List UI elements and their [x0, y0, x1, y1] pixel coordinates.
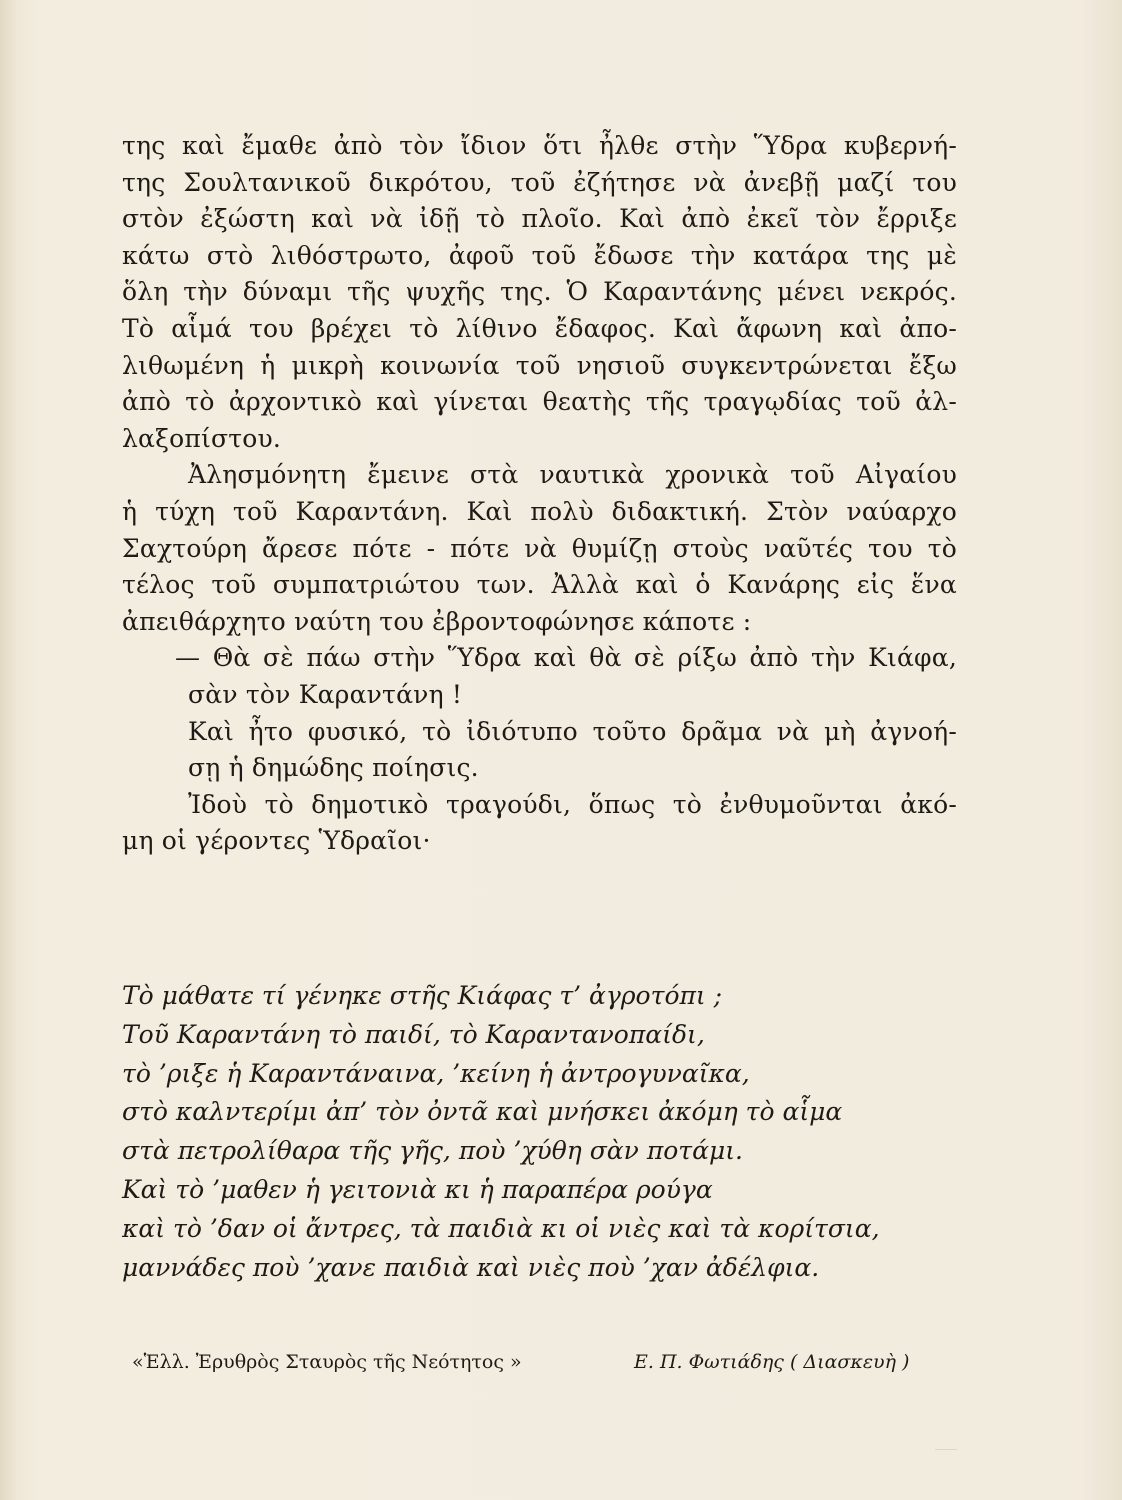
poem-line: στὸ καλντερίμι ἀπ’ τὸν ὀντᾶ καὶ μνήσκει ἀκόμη τὸ αἷμα — [122, 1097, 843, 1127]
dialogue-line: — Θὰ σὲ πάω στὴν Ὕδρα καὶ θὰ σὲ ρίξω ἀπὸ τὴν Κιάφα, — [175, 643, 957, 673]
text-line: ἀπειθάρχητο ναύτη του ἐβροντοφώνησε κάποτε : — [122, 606, 752, 636]
text-line: Τὸ αἷμά του βρέχει τὸ λίθινο ἔδαφος. Καὶ ἄφωνη καὶ ἀπο- — [122, 313, 957, 343]
poem-line: καὶ τὸ ’δαν οἱ ἄντρες, τὰ παιδιὰ κι οἱ νιὲς καὶ τὰ κορίτσια, — [122, 1213, 880, 1243]
text-line: Σαχτούρη ἄρεσε πότε - πότε νὰ θυμίζῃ στοὺς ναῦτές του τὸ — [122, 533, 957, 563]
folk-song — [122, 977, 942, 1287]
text-line: σῃ ἡ δημώδης ποίησις. — [188, 753, 479, 783]
poem-line: Τοῦ Καραντάνη τὸ παιδί, τὸ Καραντανοπαίδι, — [122, 1019, 705, 1049]
text-line: ὅλη τὴν δύναμι τῆς ψυχῆς της. Ὁ Καραντάνης μένει νεκρός. — [122, 277, 957, 307]
poem-line: Καὶ τὸ ’μαθεν ἡ γειτονιὰ κι ἡ παραπέρα ρούγα — [122, 1174, 713, 1204]
text-line: της Σουλτανικοῦ δικρότου, τοῦ ἐζήτησε νὰ ἀνεβῇ μαζί του — [122, 167, 957, 197]
text-line: λιθωμένη ἡ μικρὴ κοινωνία τοῦ νησιοῦ συγκεντρώνεται ἔξω — [122, 350, 957, 380]
text-line: Καὶ ἦτο φυσικό, τὸ ἰδιότυπο τοῦτο δρᾶμα νὰ μὴ ἀγνοή- — [188, 716, 957, 746]
page-corner-mark — [935, 1449, 957, 1460]
text-line: ἀπὸ τὸ ἀρχοντικὸ καὶ γίνεται θεατὴς τῆς τραγῳδίας τοῦ ἀλ- — [122, 387, 957, 417]
text-line: μη οἱ γέροντες Ὑδραῖοι· — [122, 826, 431, 856]
text-line: ἡ τύχη τοῦ Καραντάνη. Καὶ πολὺ διδακτική. Στὸν ναύαρχο — [122, 496, 957, 526]
poem-line: μαννάδες ποὺ ’χανε παιδιὰ καὶ νιὲς ποὺ ’χαν ἀδέλφια. — [122, 1252, 820, 1282]
dialogue-line: σὰν τὸν Καραντάνη ! — [188, 679, 463, 709]
source-credit: «Ἑλλ. Ἐρυθρὸς Σταυρὸς τῆς Νεότητος » — [132, 1351, 522, 1373]
author-credit: Ε. Π. Φωτιάδης ( Διασκευὴ ) — [634, 1351, 910, 1373]
text-line: κάτω στὸ λιθόστρωτο, ἀφοῦ τοῦ ἔδωσε τὴν κατάρα της μὲ — [122, 240, 957, 270]
text-line: Ἀλησμόνητη ἔμεινε στὰ ναυτικὰ χρονικὰ τοῦ Αἰγαίου — [188, 460, 957, 490]
poem-line: τὸ ’ριξε ἡ Καραντάναινα, ’κείνη ἡ ἀντρογυναῖκα, — [122, 1058, 750, 1088]
poem-line: στὰ πετρολίθαρα τῆς γῆς, ποὺ ’χύθη σὰν ποτάμι. — [122, 1136, 744, 1166]
prose-text — [122, 128, 957, 860]
text-line: λαξοπίστου. — [122, 423, 282, 453]
text-line: στὸν ἐξώστη καὶ νὰ ἰδῇ τὸ πλοῖο. Καὶ ἀπὸ ἐκεῖ τὸν ἔρριξε — [122, 204, 957, 234]
poem-line: Τὸ μάθατε τί γένηκε στῆς Κιάφας τ’ ἀγροτόπι ; — [122, 981, 723, 1010]
text-line: τέλος τοῦ συμπατριώτου των. Ἀλλὰ καὶ ὁ Κανάρης εἰς ἕνα — [122, 570, 957, 600]
text-line: Ἰδοὺ τὸ δημοτικὸ τραγούδι, ὅπως τὸ ἐνθυμοῦνται ἀκό- — [188, 789, 957, 819]
credit-line — [132, 1347, 952, 1377]
text-line: της καὶ ἔμαθε ἀπὸ τὸν ἴδιον ὅτι ἦλθε στὴν Ὕδρα κυβερνή- — [122, 131, 957, 160]
